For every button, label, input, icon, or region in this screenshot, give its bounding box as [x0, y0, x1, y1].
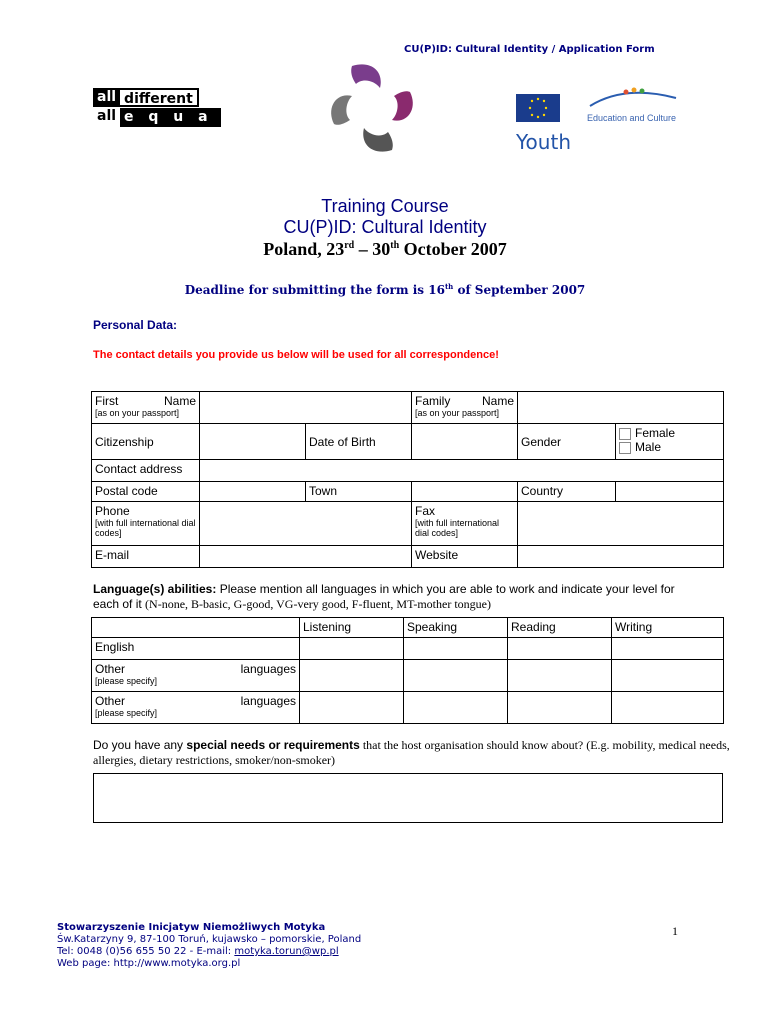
label-text: languages — [240, 694, 296, 708]
contact-note: The contact details you provide us below will be used for all correspondence! — [93, 349, 499, 361]
footer-web[interactable]: Web page: http://www.motyka.org.pl — [57, 958, 241, 969]
special-needs-field[interactable] — [93, 773, 723, 823]
footer — [57, 922, 361, 970]
label-text: Fax — [415, 504, 436, 518]
lang-english-label: English — [92, 638, 300, 660]
dates-text: Poland, 23 — [263, 239, 345, 259]
english-speaking-field[interactable] — [404, 638, 508, 660]
lang-other-label-1 — [92, 660, 300, 692]
website-field[interactable] — [518, 546, 724, 568]
logo-text: all — [97, 108, 117, 124]
other2-writing-field[interactable] — [612, 692, 724, 724]
needs-bold: special needs or requirements — [186, 738, 360, 752]
english-listening-field[interactable] — [300, 638, 404, 660]
other2-listening-field[interactable] — [300, 692, 404, 724]
website-label: Website — [412, 546, 518, 568]
hint-text: [with full international dial codes] — [415, 518, 500, 538]
hint-text: [with full international dial codes] — [95, 518, 196, 538]
footer-email-link[interactable]: motyka.torun@wp.pl — [234, 946, 339, 957]
other1-reading-field[interactable] — [508, 660, 612, 692]
country-label: Country — [518, 482, 616, 502]
language-intro — [93, 582, 693, 612]
deadline-sup: th — [444, 282, 454, 291]
male-checkbox[interactable] — [619, 442, 631, 454]
gender-label: Gender — [518, 424, 616, 460]
personal-data-table — [91, 391, 724, 568]
deadline-text: of September 2007 — [453, 283, 586, 297]
hint-text: [please specify] — [95, 708, 158, 718]
footer-tel: Tel: 0048 (0)56 655 50 22 - E-mail: — [57, 946, 235, 957]
contact-address-field[interactable] — [200, 460, 724, 482]
col-writing: Writing — [612, 618, 724, 638]
logo-text: all — [93, 88, 120, 107]
female-checkbox[interactable] — [619, 428, 631, 440]
label-text: First — [95, 394, 119, 408]
country-field[interactable] — [616, 482, 724, 502]
page-number: 1 — [672, 924, 678, 938]
other1-listening-field[interactable] — [300, 660, 404, 692]
course-title: Training Course — [321, 196, 449, 216]
all-different-all-equal-logo — [93, 88, 221, 144]
label-text: Other — [95, 662, 126, 676]
other1-writing-field[interactable] — [612, 660, 724, 692]
postal-code-field[interactable] — [200, 482, 306, 502]
gender-options — [616, 424, 724, 460]
contact-address-label: Contact address — [92, 460, 200, 482]
hands-logo-icon — [322, 58, 422, 158]
family-name-label — [412, 392, 518, 424]
intro-bold: Language(s) abilities: — [93, 582, 217, 596]
course-subtitle: CU(P)ID: Cultural Identity — [283, 217, 487, 237]
course-dates — [0, 239, 770, 260]
email-label: E-mail — [92, 546, 200, 568]
hint-text: [please specify] — [95, 676, 158, 686]
label-text: Other — [95, 694, 126, 708]
hint-text: [as on your passport] — [415, 408, 500, 418]
needs-text: Do you have any — [93, 738, 187, 752]
col-reading: Reading — [508, 618, 612, 638]
deadline-notice — [0, 282, 770, 297]
needs-text: that the host organisation should know about? (E.g. mobility, medical needs, allergies, dietary restrictions, smoker/non-smoker) — [93, 738, 730, 767]
english-writing-field[interactable] — [612, 638, 724, 660]
footer-address: Św.Katarzyny 9, 87-100 Toruń, kujawsko – pomorskie, Poland — [57, 934, 362, 945]
dates-text: – 30 — [354, 239, 391, 259]
intro-text: Please mention all languages in which you are able to work and indicate your level for each of it — [93, 582, 675, 611]
label-text: Phone — [95, 504, 130, 518]
hint-text: [as on your passport] — [95, 408, 180, 418]
label-text: languages — [240, 662, 296, 676]
town-field[interactable] — [412, 482, 518, 502]
town-label: Town — [306, 482, 412, 502]
phone-label — [92, 502, 200, 546]
fax-field[interactable] — [518, 502, 724, 546]
other2-reading-field[interactable] — [508, 692, 612, 724]
eu-flag-icon — [516, 94, 560, 122]
label-text: Family — [415, 394, 451, 408]
col-speaking: Speaking — [404, 618, 508, 638]
dates-text: October 2007 — [399, 239, 507, 259]
personal-data-heading: Personal Data: — [93, 318, 178, 332]
first-name-label — [92, 392, 200, 424]
english-reading-field[interactable] — [508, 638, 612, 660]
citizenship-field[interactable] — [200, 424, 306, 460]
special-needs-question — [93, 738, 733, 768]
logo-text: e q u a l — [120, 108, 221, 127]
family-name-field[interactable] — [518, 392, 724, 424]
deadline-text: Deadline for submitting the form is 16 — [184, 283, 445, 297]
dates-sup: th — [390, 240, 400, 251]
lang-other-label-2 — [92, 692, 300, 724]
dob-label: Date of Birth — [306, 424, 412, 460]
other1-speaking-field[interactable] — [404, 660, 508, 692]
male-label: Male — [635, 440, 662, 454]
blank-header — [92, 618, 300, 638]
youth-logo-text: Youth — [516, 130, 571, 154]
language-table — [91, 617, 724, 724]
education-culture-text: Education and Culture — [587, 113, 677, 123]
col-listening: Listening — [300, 618, 404, 638]
intro-levels: (N-none, B-basic, G-good, VG-very good, F-fluent, MT-mother tongue) — [145, 597, 491, 611]
dob-field[interactable] — [412, 424, 518, 460]
other2-speaking-field[interactable] — [404, 692, 508, 724]
footer-org: Stowarzyszenie Inicjatyw Niemożliwych Motyka — [57, 922, 326, 933]
female-label: Female — [635, 426, 676, 440]
phone-field[interactable] — [200, 502, 412, 546]
fax-label — [412, 502, 518, 546]
postal-code-label: Postal code — [92, 482, 200, 502]
logo-text: different — [120, 88, 199, 107]
label-text: Name — [481, 394, 514, 408]
citizenship-label: Citizenship — [92, 424, 200, 460]
first-name-field[interactable] — [200, 392, 412, 424]
header-title: CU(P)ID: Cultural Identity / Application Form — [404, 44, 655, 55]
email-field[interactable] — [200, 546, 412, 568]
dates-sup: rd — [344, 240, 355, 251]
footer-contact — [57, 946, 361, 958]
label-text: Name — [163, 394, 196, 408]
